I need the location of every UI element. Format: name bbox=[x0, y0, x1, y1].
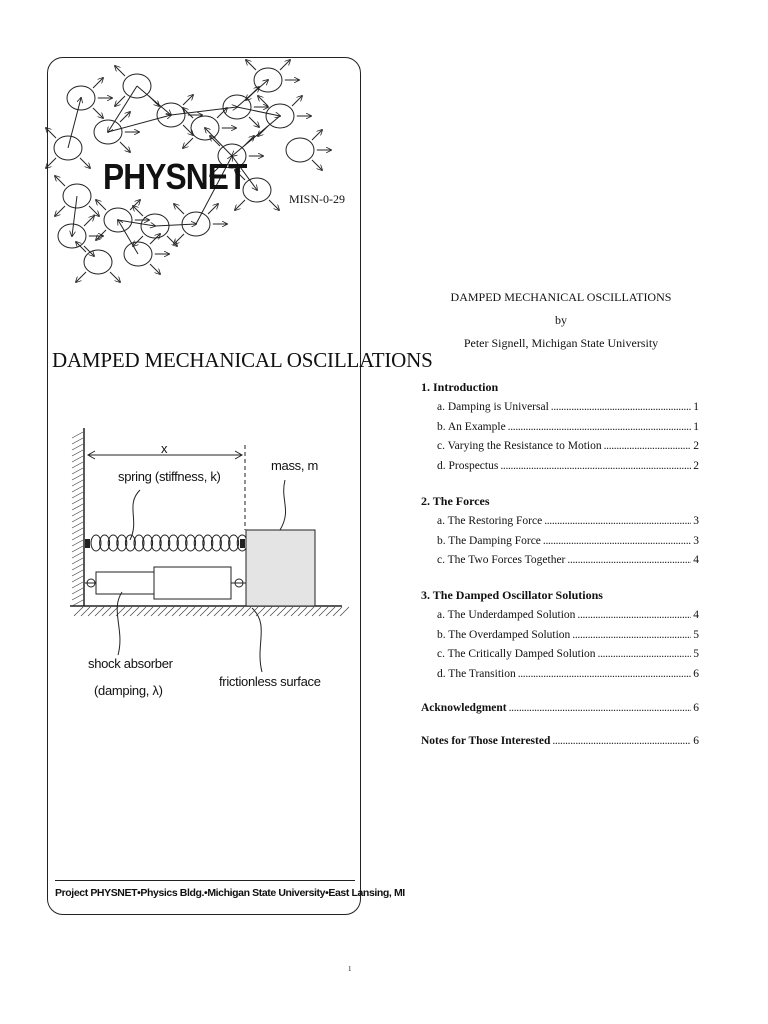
toc-entry-label: c. The Critically Damped Solution bbox=[437, 648, 596, 660]
toc-entry[interactable] bbox=[437, 668, 699, 680]
toc-leader-dots bbox=[543, 535, 691, 547]
toc-entry-label: Notes for Those Interested bbox=[421, 735, 551, 747]
toc-section-heading[interactable]: 2. The Forces bbox=[421, 494, 490, 508]
toc-leader-dots bbox=[508, 421, 692, 433]
toc-entry[interactable] bbox=[437, 554, 699, 566]
toc-entry-page: 4 bbox=[693, 554, 699, 566]
toc-entry-label: c. Varying the Resistance to Motion bbox=[437, 440, 602, 452]
x-label: x bbox=[161, 441, 168, 456]
toc-entry-page: 3 bbox=[693, 515, 699, 527]
toc-entry-page: 6 bbox=[693, 702, 699, 714]
toc-entry-page: 1 bbox=[693, 420, 699, 433]
toc-leader-dots bbox=[552, 735, 691, 747]
toc-entry-page: 2 bbox=[693, 459, 699, 472]
damping-label: (damping, λ) bbox=[94, 683, 163, 698]
toc-entry-page: 4 bbox=[693, 609, 699, 621]
toc-leader-dots bbox=[572, 629, 691, 641]
toc-entry-label: c. The Two Forces Together bbox=[437, 554, 566, 566]
toc-entry-page: 3 bbox=[693, 534, 699, 547]
toc-entry[interactable] bbox=[437, 648, 699, 660]
document-title: DAMPED MECHANICAL OSCILLATIONS bbox=[450, 290, 672, 304]
toc-entry[interactable] bbox=[437, 609, 699, 621]
spring-label: spring (stiffness, k) bbox=[118, 469, 221, 484]
toc-section-heading[interactable]: 3. The Damped Oscillator Solutions bbox=[421, 588, 603, 602]
shock-absorber-label: shock absorber bbox=[88, 656, 173, 671]
toc-entry-label: a. The Underdamped Solution bbox=[437, 609, 576, 621]
toc-entry-page: 2 bbox=[693, 440, 699, 452]
toc-entry-label: d. Prospectus bbox=[437, 459, 499, 472]
toc-entry-label: b. The Damping Force bbox=[437, 534, 541, 547]
toc-entry-page: 6 bbox=[693, 735, 699, 747]
page-number: 1 bbox=[348, 965, 352, 973]
toc-entry-page: 5 bbox=[693, 628, 699, 641]
toc-entry-label: b. The Overdamped Solution bbox=[437, 628, 571, 641]
toc-entry[interactable] bbox=[437, 515, 699, 527]
toc-entry-page: 6 bbox=[693, 667, 699, 680]
toc-leader-dots bbox=[604, 440, 692, 452]
toc-entry[interactable] bbox=[437, 629, 699, 641]
toc-leader-dots bbox=[544, 515, 691, 527]
toc-entry[interactable] bbox=[437, 440, 699, 452]
toc-entry-label: a. The Restoring Force bbox=[437, 515, 543, 527]
physnet-logo-text: PHYSNET bbox=[103, 156, 247, 197]
toc-entry-label: d. The Transition bbox=[437, 667, 516, 680]
toc-entry-label: a. Damping is Universal bbox=[437, 401, 549, 413]
toc-entry-label: Acknowledgment bbox=[421, 702, 507, 714]
toc-leader-dots bbox=[567, 554, 691, 566]
mass-label: mass, m bbox=[271, 458, 319, 473]
toc-section-heading[interactable]: 1. Introduction bbox=[421, 380, 499, 394]
toc-entry[interactable] bbox=[437, 421, 699, 433]
surface-label: frictionless surface bbox=[219, 674, 321, 689]
document-by: by bbox=[555, 313, 567, 327]
toc-leader-dots bbox=[551, 401, 691, 413]
toc-leader-dots bbox=[598, 648, 692, 660]
toc-extra-entry[interactable] bbox=[421, 735, 699, 747]
toc-entry[interactable] bbox=[437, 535, 699, 547]
toc-entry-page: 5 bbox=[693, 648, 699, 660]
toc-entry[interactable] bbox=[437, 460, 699, 472]
toc-leader-dots bbox=[577, 609, 691, 621]
cover-footer: Project PHYSNET•Physics Bldg.•Michigan State University•East Lansing, MI bbox=[55, 887, 405, 899]
toc-leader-dots bbox=[518, 668, 692, 680]
document-author: Peter Signell, Michigan State University bbox=[463, 336, 659, 350]
module-id: MISN-0-29 bbox=[289, 192, 345, 206]
toc-entry[interactable] bbox=[437, 401, 699, 413]
footer-rule bbox=[55, 880, 355, 881]
cover-title: DAMPED MECHANICAL OSCILLATIONS bbox=[52, 348, 433, 372]
toc-leader-dots bbox=[509, 702, 692, 714]
toc-entry-label: b. An Example bbox=[437, 420, 506, 433]
toc-leader-dots bbox=[500, 460, 691, 472]
toc-entry-page: 1 bbox=[693, 401, 699, 413]
toc-extra-entry[interactable] bbox=[421, 702, 699, 714]
